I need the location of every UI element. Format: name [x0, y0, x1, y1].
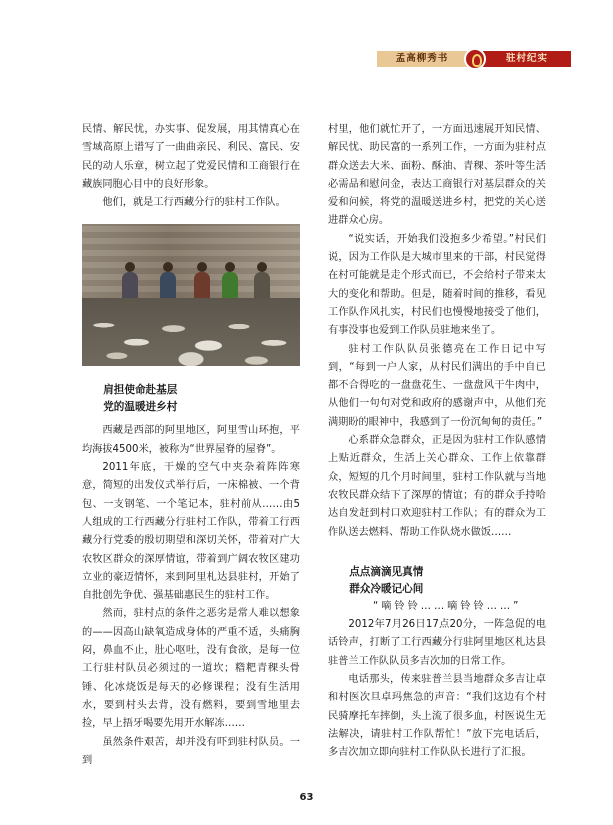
body-paragraph: 心系群众急群众，正是因为驻村工作队感情上贴近群众，生活上关心群众、工作上依靠群众，短短的几个月时间里，驻村工作队就与当地农牧民群众结下了深厚的情谊；有的群众手持哈达自发赶到村口欢迎驻村工作队；有的群众为工作队送去燃料、帮助工作队烧水做饭……	[328, 435, 546, 538]
header-left-label: 孟高柳秀书	[377, 51, 467, 67]
section-heading: 党的温暖进乡村	[103, 401, 178, 414]
body-paragraph: 2011年底，干燥的空气中夹杂着阵阵寒意，简短的出发仪式举行后，一床棉被、一个背包、一支钢笔、一个笔记本，驻村前从……由5人组成的工行西藏分行驻村工作队，带着工行西藏分行党委的殷切期望和深切关怀，带着对广大农牧区群众的深厚情谊，带着到广阔农牧区建功立业的豪迈情怀，来到阿里札达县驻村，开始了自批创先争优、强基础惠民生的驻村工作。	[82, 462, 300, 602]
body-paragraph: 2012年7月26日17点20分，一阵急促的电话铃声，打断了工行西藏分行驻阿里地区札达县驻普兰工作队队员多吉次加的日常工作。	[328, 619, 546, 667]
header-right-label: 驻村纪实	[483, 51, 571, 67]
section-heading: 点点滴滴见真情	[349, 565, 424, 578]
body-paragraph: 虽然条件艰苦，却并没有吓到驻村队员。一到	[82, 736, 300, 766]
section-heading: 群众冷暖记心间	[349, 582, 424, 595]
page-number: 63	[299, 792, 314, 803]
phone-ring-callout: “嘀铃铃……嘀铃铃……”	[372, 600, 522, 612]
body-paragraph: 村里，他们就忙开了，一方面迅速展开知民情、解民忧、助民富的一系列工作，一方面为驻村点群众送去大米、面粉、酥油、青稞、茶叶等生活必需品和慰问金，表达工商银行对基层群众的关爱和问候，将党的温暖送进乡村，把党的关心送进群众心房。	[328, 124, 546, 227]
body-paragraph: 驻村工作队队员张德亮在工作日记中写到，“每到一户人家，从村民们满出的手中自已都不合得吃的一盘盘花生、一盘盘风干牛肉中，从他们一句句对党和政府的感谢声中，从他们充满期盼的眼神中，我感到了一份沉甸甸的责任。”	[328, 343, 546, 428]
intro-paragraph: 民情、解民忧，办实事、促发展，用其情真心在雪域高原上谱写了一曲曲亲民、利民、富民、安民的动人乐章，树立起了党爱民情和工商银行在藏族同胞心目中的良好形象。	[82, 124, 300, 190]
body-paragraph: 然而，驻村点的条件之恶劣是常人难以想象的——因高山缺氧造成身体的严重不适，头痛胸闷，鼻血不止，肚心呕吐，没有食欲，是每一位工行驻村队员必须过的一道坎；糌粑青稞头骨锤、化冰烧饭是每天的必修课程；没有生活用水，要到村头去背，没有燃料，要到雪地里去捡，早上捂牙喝要先用开水解冻……	[82, 608, 300, 730]
body-paragraph: 电话那头，传来驻普兰县当地群众多吉让卓和村医次旦卓玛焦急的声音：“我们这边有个村民骑摩托车摔倒，头上流了很多血，村医说生无法解决，请驻村工作队帮忙！”放下完电话后，多吉次加立即向驻村工作队队长进行了汇报。	[328, 674, 546, 759]
body-paragraph: “说实话，开始我们没抱多少希望。”村民们说，因为工作队是大城市里来的干部，村民觉得在村可能就是走个形式而已，不会给村子带来太大的变化和帮助。但是，随着时间的推移，看见工作队作风扎实，村民们也慢慢地接受了他们，有事没事也爱到工作队员驻地来坐了。	[328, 233, 546, 337]
intro-paragraph: 他们，就是工行西藏分行的驻村工作队。	[102, 197, 286, 209]
running-header	[377, 48, 577, 70]
header-logo-icon	[464, 48, 486, 70]
photo-sheep-flock	[82, 298, 300, 366]
section-heading: 肩担使命赴基层	[103, 384, 178, 397]
left-column	[82, 121, 300, 770]
village-photo	[82, 224, 300, 366]
body-paragraph: 西藏是西部的阿里地区，阿里雪山环抱，平均海拔4500米，被称为“世界屋脊的屋脊”。	[82, 425, 300, 455]
right-column	[328, 121, 546, 763]
